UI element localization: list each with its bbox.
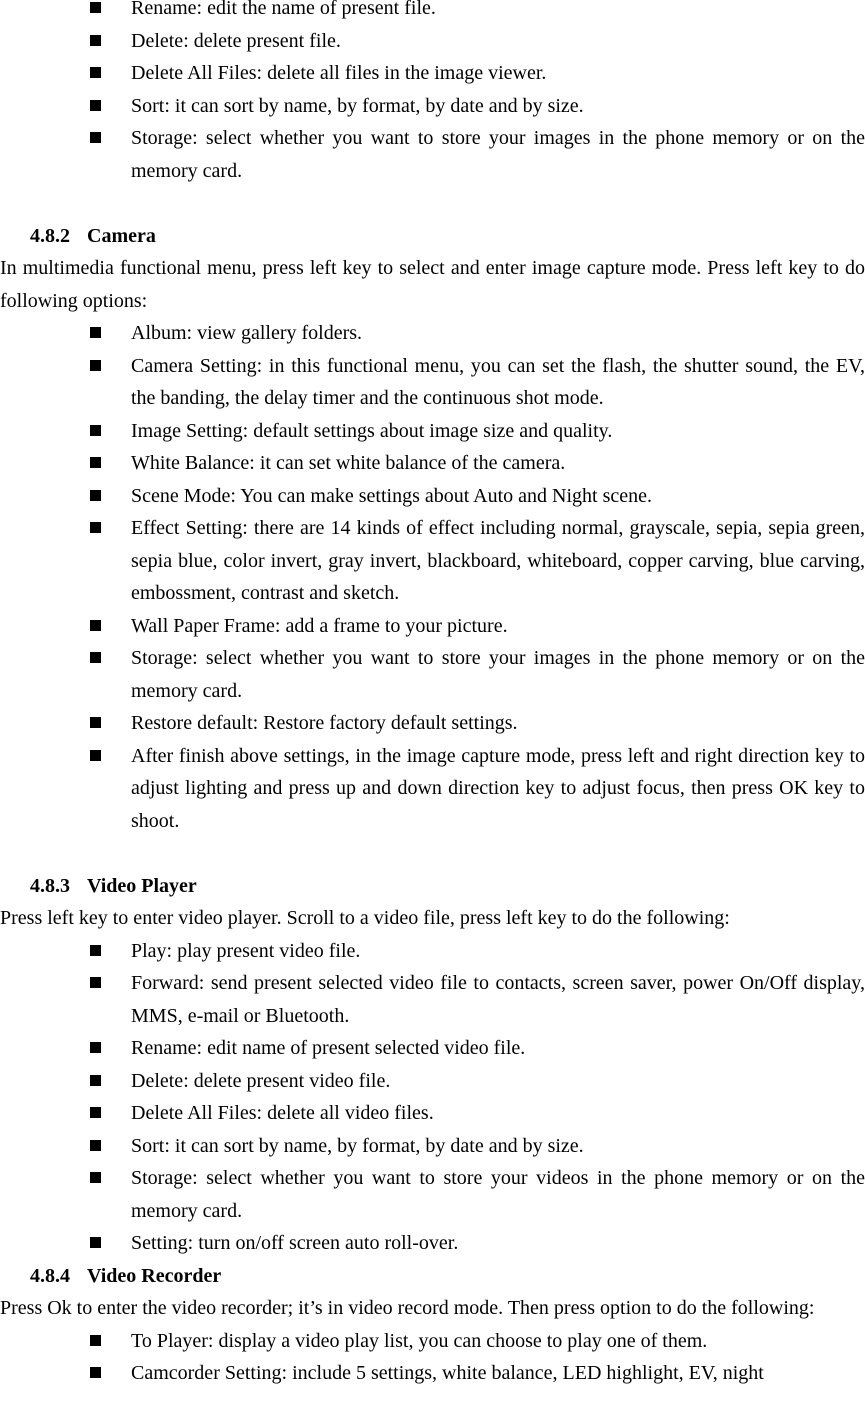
list-item: To Player: display a video play list, you can choose to play one of them. [0, 1325, 865, 1358]
list-item: Setting: turn on/off screen auto roll-over. [0, 1227, 865, 1260]
bullet-list-video-recorder [0, 1325, 865, 1390]
square-bullet-icon [90, 945, 101, 956]
list-item: Delete All Files: delete all video files. [0, 1097, 865, 1130]
square-bullet-icon [90, 1107, 101, 1118]
list-item: Delete: delete present file. [0, 25, 865, 58]
list-item: Effect Setting: there are 14 kinds of effect including normal, grayscale, sepia, sepia green, sepia blue, color invert, gray invert, blackboard, whiteboard, copper carving, blue carving, embossment, contrast and sketch. [0, 512, 865, 610]
list-item: Delete All Files: delete all files in the image viewer. [0, 57, 865, 90]
square-bullet-icon [90, 35, 101, 46]
square-bullet-icon [90, 522, 101, 533]
section-heading-camera: 4.8.2 Camera [30, 224, 156, 247]
list-item: Storage: select whether you want to store your images in the phone memory or on the memory card. [0, 642, 865, 707]
section-heading-video-recorder: 4.8.4 Video Recorder [30, 1264, 222, 1287]
square-bullet-icon [90, 1335, 101, 1346]
bullet-list-video-player [0, 935, 865, 1260]
bullet-list-image-viewer [0, 0, 865, 187]
list-item: Storage: select whether you want to store your images in the phone memory or on the memory card. [0, 122, 865, 187]
list-item: Rename: edit the name of present file. [0, 0, 865, 25]
list-item: Wall Paper Frame: add a frame to your picture. [0, 610, 865, 643]
square-bullet-icon [90, 360, 101, 371]
list-item: Image Setting: default settings about image size and quality. [0, 415, 865, 448]
list-item: Sort: it can sort by name, by format, by date and by size. [0, 1130, 865, 1163]
square-bullet-icon [90, 977, 101, 988]
square-bullet-icon [90, 327, 101, 338]
section-intro-camera: In multimedia functional menu, press left key to select and enter image capture mode. Press left key to do following options: [0, 257, 865, 312]
square-bullet-icon [90, 1140, 101, 1151]
square-bullet-icon [90, 1042, 101, 1053]
square-bullet-icon [90, 652, 101, 663]
square-bullet-icon [90, 620, 101, 631]
list-item: Delete: delete present video file. [0, 1065, 865, 1098]
list-item: Rename: edit name of present selected video file. [0, 1032, 865, 1065]
bullet-list-camera [0, 317, 865, 837]
list-item: Storage: select whether you want to store your videos in the phone memory or on the memory card. [0, 1162, 865, 1227]
section-intro-video-player: Press left key to enter video player. Scroll to a video file, press left key to do the following: [0, 907, 730, 929]
square-bullet-icon [90, 1172, 101, 1183]
square-bullet-icon [90, 2, 101, 13]
square-bullet-icon [90, 425, 101, 436]
square-bullet-icon [90, 1367, 101, 1378]
square-bullet-icon [90, 100, 101, 111]
section-intro-video-recorder: Press Ok to enter the video recorder; it’s in video record mode. Then press option to do the following: [0, 1297, 815, 1319]
list-item: Camcorder Setting: include 5 settings, white balance, LED highlight, EV, night [0, 1357, 865, 1390]
list-item: After finish above settings, in the image capture mode, press left and right direction key to adjust lighting and press up and down direction key to adjust focus, then press OK key to shoot. [0, 740, 865, 838]
section-heading-video-player: 4.8.3 Video Player [30, 874, 197, 897]
list-item: Scene Mode: You can make settings about Auto and Night scene. [0, 480, 865, 513]
list-item: White Balance: it can set white balance of the camera. [0, 447, 865, 480]
square-bullet-icon [90, 490, 101, 501]
list-item: Forward: send present selected video file to contacts, screen saver, power On/Off display, MMS, e-mail or Bluetooth. [0, 967, 865, 1032]
spacer [0, 187, 865, 220]
square-bullet-icon [90, 67, 101, 78]
list-item: Sort: it can sort by name, by format, by date and by size. [0, 90, 865, 123]
square-bullet-icon [90, 717, 101, 728]
spacer [0, 837, 865, 870]
square-bullet-icon [90, 132, 101, 143]
list-item: Play: play present video file. [0, 935, 865, 968]
list-item: Restore default: Restore factory default settings. [0, 707, 865, 740]
square-bullet-icon [90, 1075, 101, 1086]
list-item: Album: view gallery folders. [0, 317, 865, 350]
square-bullet-icon [90, 1237, 101, 1248]
square-bullet-icon [90, 457, 101, 468]
square-bullet-icon [90, 750, 101, 761]
list-item: Camera Setting: in this functional menu, you can set the flash, the shutter sound, the EV, the banding, the delay timer and the continuous shot mode. [0, 350, 865, 415]
